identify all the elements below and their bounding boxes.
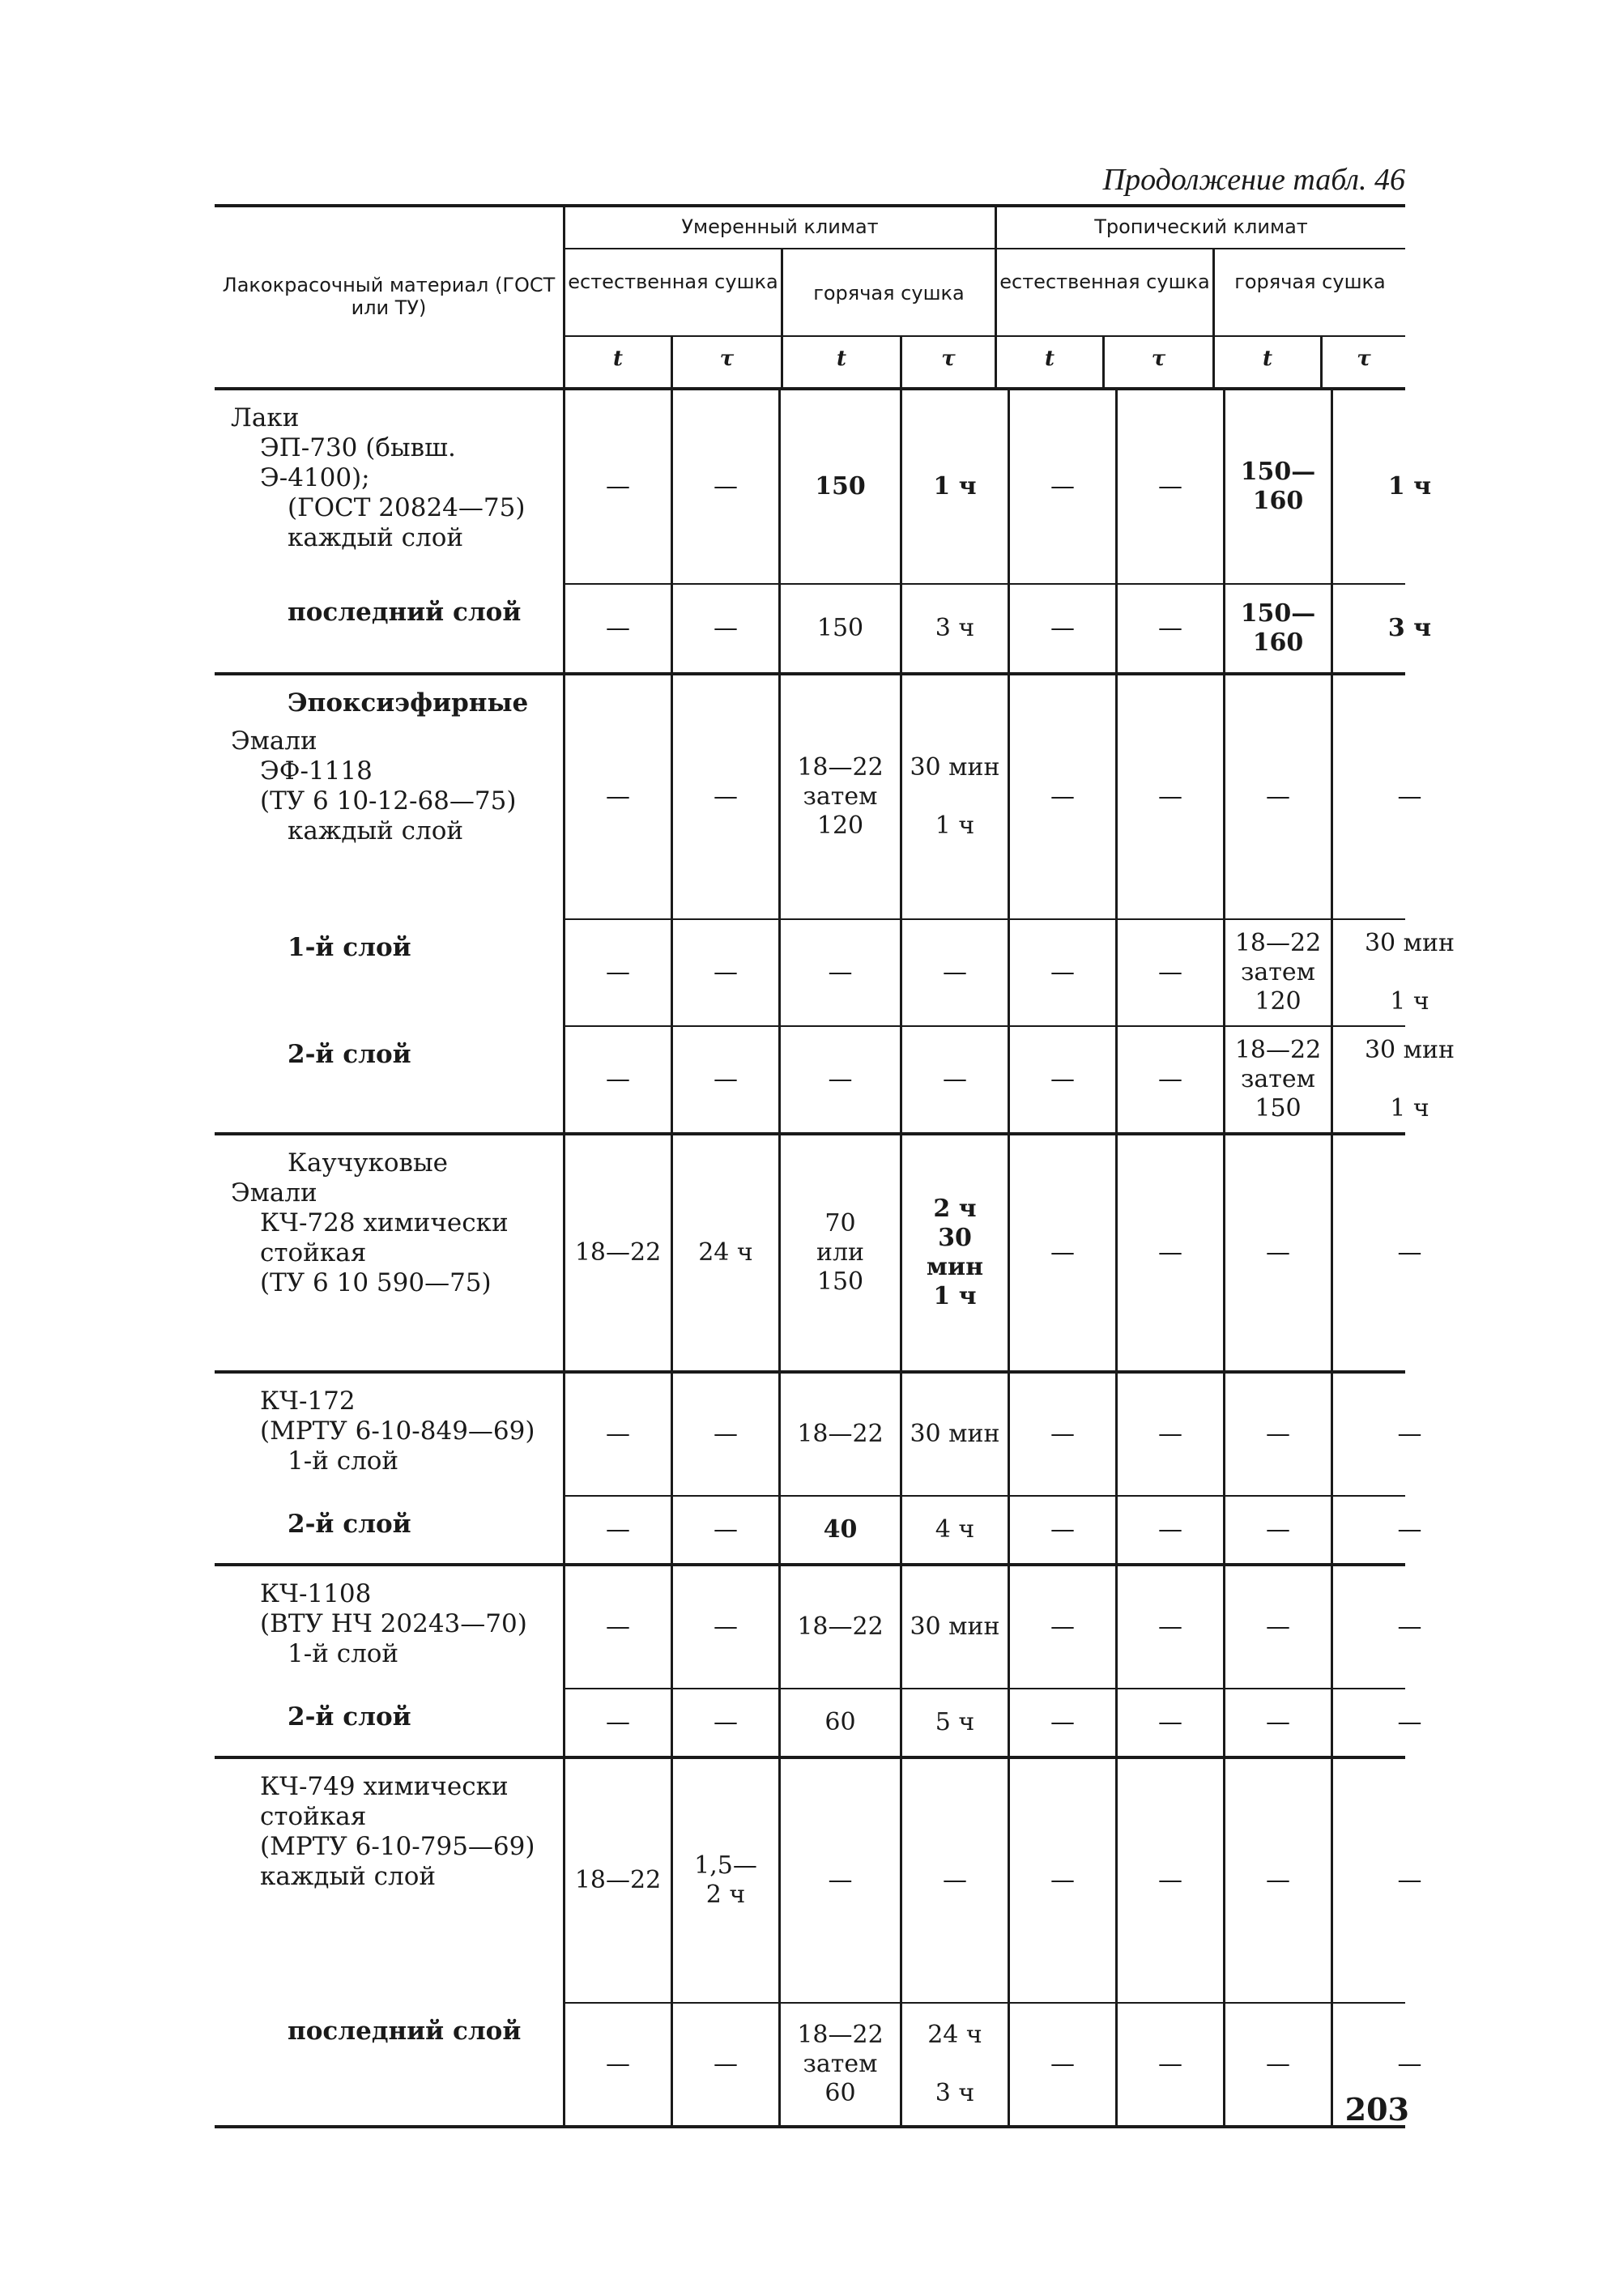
material-label-line: каждый слой	[288, 816, 464, 846]
table-row	[215, 1759, 1422, 2002]
table-row	[215, 1374, 1422, 1495]
table-cell: —	[1008, 1135, 1115, 1370]
table-cell: —	[1008, 2004, 1115, 2125]
header-subrule	[565, 248, 1405, 249]
material-label	[215, 1566, 563, 1688]
material-label-line: ЭФ-1118	[260, 756, 373, 786]
table-row	[215, 2004, 1422, 2125]
table-cell: 150	[778, 390, 900, 583]
material-label-line: (ТУ 6 10 590—75)	[260, 1268, 492, 1297]
table-cell: —	[563, 675, 671, 918]
row-rule	[215, 2125, 1405, 2128]
table-cell: —	[671, 1374, 778, 1495]
material-label-line: (МРТУ 6-10-795—69)	[260, 1832, 535, 1861]
table-cell: —	[778, 1759, 900, 2002]
header-tau: τ	[719, 347, 735, 371]
table-cell: —	[1008, 1027, 1115, 1132]
table-cell: 30 мин	[900, 1566, 1008, 1688]
material-label-line: КЧ-1108	[260, 1579, 372, 1608]
material-label-line: каждый слой	[260, 1862, 437, 1891]
header-tropical-hot: горячая сушка	[1234, 270, 1386, 293]
material-label-line: последний слой	[288, 2017, 522, 2046]
table-cell: 18—22 затем 120	[1223, 920, 1331, 1025]
table-cell: —	[1331, 1689, 1486, 1756]
table-cell: —	[671, 585, 778, 672]
table-cell: —	[1331, 1759, 1486, 2002]
material-label-line: каждый слой	[288, 523, 464, 552]
table-cell: —	[671, 1566, 778, 1688]
table-cell: —	[1115, 1759, 1223, 2002]
table-cell: 60	[778, 1689, 900, 1756]
table-cell: —	[1008, 1689, 1115, 1756]
table-cell: 30 мин	[900, 1374, 1008, 1495]
table-cell: —	[1115, 1497, 1223, 1563]
table-cell: 1 ч	[900, 390, 1008, 583]
table-cell: —	[671, 1497, 778, 1563]
header-material: Лакокрасочный материал (ГОСТ или ТУ)	[222, 274, 556, 319]
table-cell: —	[1331, 2004, 1486, 2125]
table-row	[215, 585, 1432, 672]
table-cell: —	[671, 1027, 778, 1132]
table-cell: 18—22 затем 120	[778, 675, 900, 918]
header-tau: τ	[1151, 347, 1166, 371]
table-row	[215, 1027, 1455, 1132]
table-cell: 3 ч	[900, 585, 1008, 672]
table-cell: 150	[778, 585, 900, 672]
material-label-line: Э-4100);	[260, 463, 370, 492]
table-cell: —	[1223, 1689, 1331, 1756]
material-label-line: (ВТУ НЧ 20243—70)	[260, 1609, 527, 1638]
material-label-line: 1-й слой	[288, 1446, 399, 1476]
material-label-line: (ГОСТ 20824—75)	[288, 493, 526, 522]
table-cell: —	[1008, 1374, 1115, 1495]
material-label-line: (МРТУ 6-10-849—69)	[260, 1416, 535, 1446]
table-body	[215, 390, 1455, 2128]
material-label-line: 2-й слой	[288, 1702, 411, 1732]
material-label-line: КЧ-172	[260, 1387, 356, 1416]
material-label	[215, 1689, 563, 1756]
table-cell: —	[563, 1374, 671, 1495]
header-t: t	[1044, 347, 1055, 371]
material-label-line: Каучуковые	[288, 1148, 448, 1178]
table-cell: —	[671, 920, 778, 1025]
table-header	[215, 207, 1405, 387]
table-cell: —	[1008, 1497, 1115, 1563]
table-cell: 30 мин 1 ч	[1331, 920, 1486, 1025]
table-row	[215, 920, 1455, 1025]
header-tropical: Тропический климат	[1094, 215, 1308, 238]
table-row	[215, 1689, 1422, 1756]
table-cell: —	[1115, 585, 1223, 672]
table-cell: —	[1115, 1135, 1223, 1370]
table-row	[215, 1497, 1422, 1563]
table-cell: 18—22	[563, 1759, 671, 2002]
table-cell: 30 мин 1 ч	[1331, 1027, 1486, 1132]
header-subrule	[565, 335, 1405, 337]
table-cell: 150— 160	[1223, 585, 1331, 672]
table-cell: —	[1223, 2004, 1331, 2125]
table-cell: —	[1223, 675, 1331, 918]
table-cell: —	[1008, 1759, 1115, 2002]
table-row	[215, 1566, 1422, 1688]
table-cell: —	[671, 1689, 778, 1756]
table-cell: —	[1008, 1566, 1115, 1688]
material-label-line: Эмали	[231, 1178, 317, 1208]
material-label	[215, 1759, 563, 2002]
material-label	[215, 390, 563, 583]
table-cell: 18—22	[563, 1135, 671, 1370]
table-cell: —	[778, 1027, 900, 1132]
table-cell: —	[563, 920, 671, 1025]
table-cell: —	[1115, 390, 1223, 583]
table-cell: —	[1331, 1497, 1486, 1563]
table-cell: 18—22	[778, 1374, 900, 1495]
table-cell: 4 ч	[900, 1497, 1008, 1563]
table-cell: —	[1008, 585, 1115, 672]
table-row	[215, 1135, 1422, 1370]
table-caption: Продолжение табл. 46	[1102, 163, 1405, 197]
table-cell: 2 ч 30 мин 1 ч	[900, 1135, 1008, 1370]
material-label-line: 1-й слой	[288, 933, 411, 962]
table-cell: —	[900, 1759, 1008, 2002]
table-cell: —	[563, 1027, 671, 1132]
material-label	[215, 2004, 563, 2125]
table-cell: —	[1223, 1759, 1331, 2002]
table-row	[215, 675, 1422, 918]
table-cell: 40	[778, 1497, 900, 1563]
table-cell: 18—22 затем 60	[778, 2004, 900, 2125]
header-temperate-natural: естественная сушка	[568, 270, 778, 293]
table-cell: —	[1115, 1689, 1223, 1756]
table-cell: —	[1115, 1374, 1223, 1495]
table-cell: —	[900, 1027, 1008, 1132]
header-t: t	[612, 347, 623, 371]
material-label	[215, 675, 563, 918]
table-cell: —	[1008, 920, 1115, 1025]
table-cell: —	[1223, 1566, 1331, 1688]
material-label	[215, 1135, 563, 1370]
header-temperate: Умеренный климат	[681, 215, 879, 238]
table-cell: —	[671, 675, 778, 918]
material-label-line: последний слой	[288, 598, 522, 627]
table-cell: —	[1115, 920, 1223, 1025]
material-label-line: 2-й слой	[288, 1040, 411, 1069]
table-cell: 3 ч	[1331, 585, 1486, 672]
table-cell: —	[563, 1689, 671, 1756]
table-cell: 30 мин 1 ч	[900, 675, 1008, 918]
header-t: t	[836, 347, 846, 371]
material-label	[215, 1027, 563, 1132]
material-label-line: ЭП-730 (бывш.	[260, 433, 456, 462]
table-cell: 1 ч	[1331, 390, 1486, 583]
table-cell: —	[1331, 1135, 1486, 1370]
table-cell: —	[1331, 1374, 1486, 1495]
table-cell: —	[1223, 1374, 1331, 1495]
table-cell: —	[1008, 675, 1115, 918]
material-label-line: (ТУ 6 10-12-68—75)	[260, 786, 517, 816]
table-cell: —	[1331, 675, 1486, 918]
table-cell: —	[1115, 675, 1223, 918]
header-tau: τ	[1357, 347, 1371, 371]
table-cell: —	[1008, 390, 1115, 583]
page-number: 203	[1344, 2091, 1409, 2128]
material-label	[215, 1497, 563, 1563]
material-label-line: 2-й слой	[288, 1510, 411, 1539]
table-cell: 1,5— 2 ч	[671, 1759, 778, 2002]
header-tropical-natural: естественная сушка	[999, 270, 1210, 293]
table-cell: 150— 160	[1223, 390, 1331, 583]
table-cell: —	[563, 1497, 671, 1563]
material-label-line: Лаки	[231, 403, 300, 432]
material-label-line: КЧ-728 химически	[260, 1208, 509, 1237]
material-label-line: КЧ-749 химически	[260, 1772, 509, 1801]
material-label-line: Эпоксиэфирные	[288, 688, 529, 718]
material-label-line: 1-й слой	[288, 1639, 399, 1668]
material-label	[215, 585, 563, 672]
table-cell: —	[778, 920, 900, 1025]
material-label-line: стойкая	[260, 1238, 367, 1267]
table-cell: —	[1223, 1497, 1331, 1563]
table-cell: —	[563, 2004, 671, 2125]
table-cell: —	[1115, 2004, 1223, 2125]
data-table	[215, 204, 1455, 2128]
table-cell: —	[563, 1566, 671, 1688]
table-cell: 24 ч 3 ч	[900, 2004, 1008, 2125]
material-label	[215, 920, 563, 1025]
material-label	[215, 1374, 563, 1495]
table-cell: —	[1115, 1566, 1223, 1688]
table-cell: —	[671, 390, 778, 583]
table-cell: 18—22 затем 150	[1223, 1027, 1331, 1132]
header-tau: τ	[941, 347, 956, 371]
table-cell: —	[900, 920, 1008, 1025]
table-cell: —	[1331, 1566, 1486, 1688]
table-cell: —	[1223, 1135, 1331, 1370]
table-cell: —	[671, 2004, 778, 2125]
table-cell: —	[563, 390, 671, 583]
material-label-line: Эмали	[231, 726, 317, 756]
material-label-line: стойкая	[260, 1802, 367, 1831]
header-temperate-hot: горячая сушка	[813, 282, 965, 305]
table-row	[215, 390, 1432, 583]
table-cell: 18—22	[778, 1566, 900, 1688]
table-cell: 5 ч	[900, 1689, 1008, 1756]
table-cell: —	[1115, 1027, 1223, 1132]
header-t: t	[1262, 347, 1272, 371]
table-cell: 24 ч	[671, 1135, 778, 1370]
table-cell: —	[563, 585, 671, 672]
table-cell: 70 или 150	[778, 1135, 900, 1370]
